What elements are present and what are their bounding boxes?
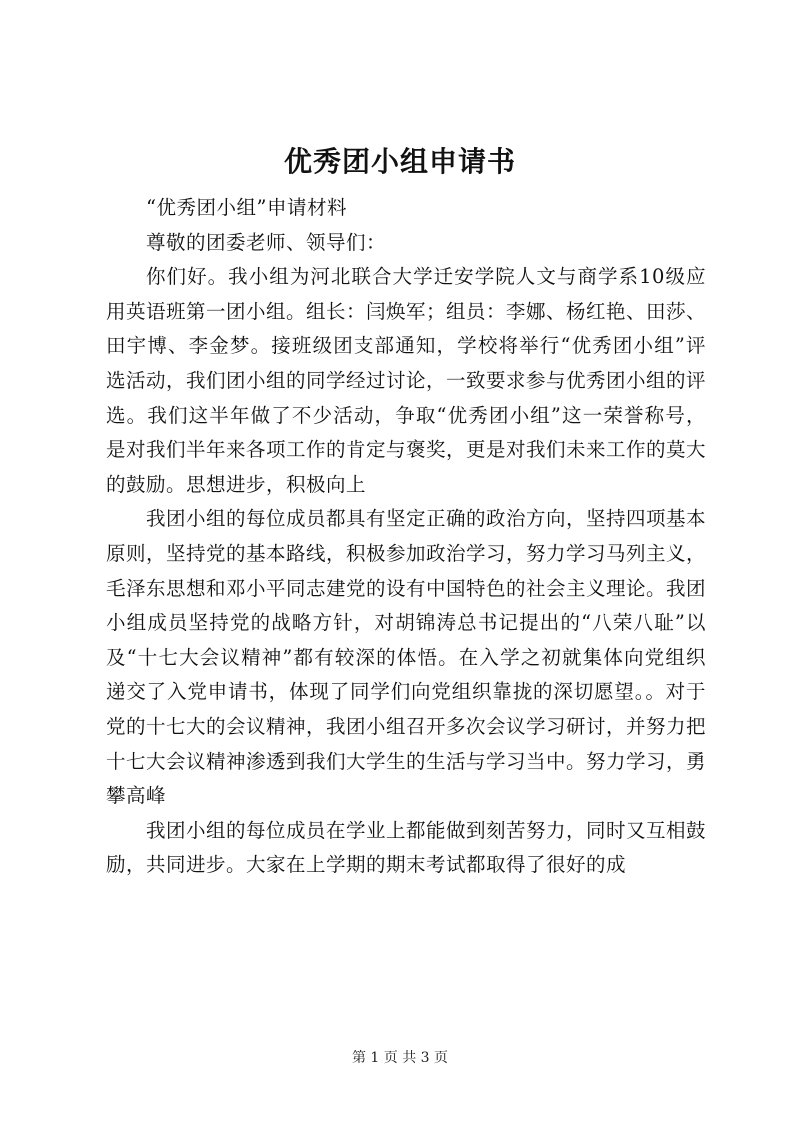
paragraph-study: 我团小组的每位成员在学业上都能做到刻苦努力，同时又互相鼓励，共同进步。大家在上学期的期末考试都取得了很好的成	[106, 818, 707, 877]
document-title: 优秀团小组申请书	[283, 145, 516, 178]
paragraph-salutation: 尊敬的团委老师、领导们：	[146, 230, 387, 254]
paragraph-heading: “优秀团小组”申请材料	[146, 196, 347, 219]
document-body	[106, 191, 706, 883]
paragraph-intro: 你们好。我小组为河北联合大学迁安学院人文与商学系10级应用英语班第一团小组。组长：闫焕军；组员：李娜、杨红艳、田莎、田宇博、李金梦。接班级团支部通知，学校将举行“优秀团小组”评选活动，我们团小组的同学经过讨论，一致要求参与优秀团小组的评选。我们这半年做了不少活动，争取“优秀团小组”这一荣誉称号，是对我们半年来各项工作的肯定与褒奖，更是对我们未来工作的莫大的鼓励。思想进步，积极向上	[106, 265, 707, 496]
paragraph-politics: 我团小组的每位成员都具有坚定正确的政治方向，坚持四项基本原则，坚持党的基本路线，积极参加政治学习，努力学习马列主义，毛泽东思想和邓小平同志建党的设有中国特色的社会主义理论。我团小组成员坚持党的战略方针，对胡锦涛总书记提出的“八荣八耻”以及“十七大会议精神”都有较深的体悟。在入学之初就集体向党组织递交了入党申请书，体现了同学们向党组织靠拢的深切愿望。。对于党的十七大的会议精神，我团小组召开多次会议学习研讨，并努力把十七大会议精神渗透到我们大学生的生活与学习当中。努力学习，勇攀高峰	[106, 507, 707, 808]
page-number-footer: 第 1 页 共 3 页	[351, 1050, 449, 1066]
